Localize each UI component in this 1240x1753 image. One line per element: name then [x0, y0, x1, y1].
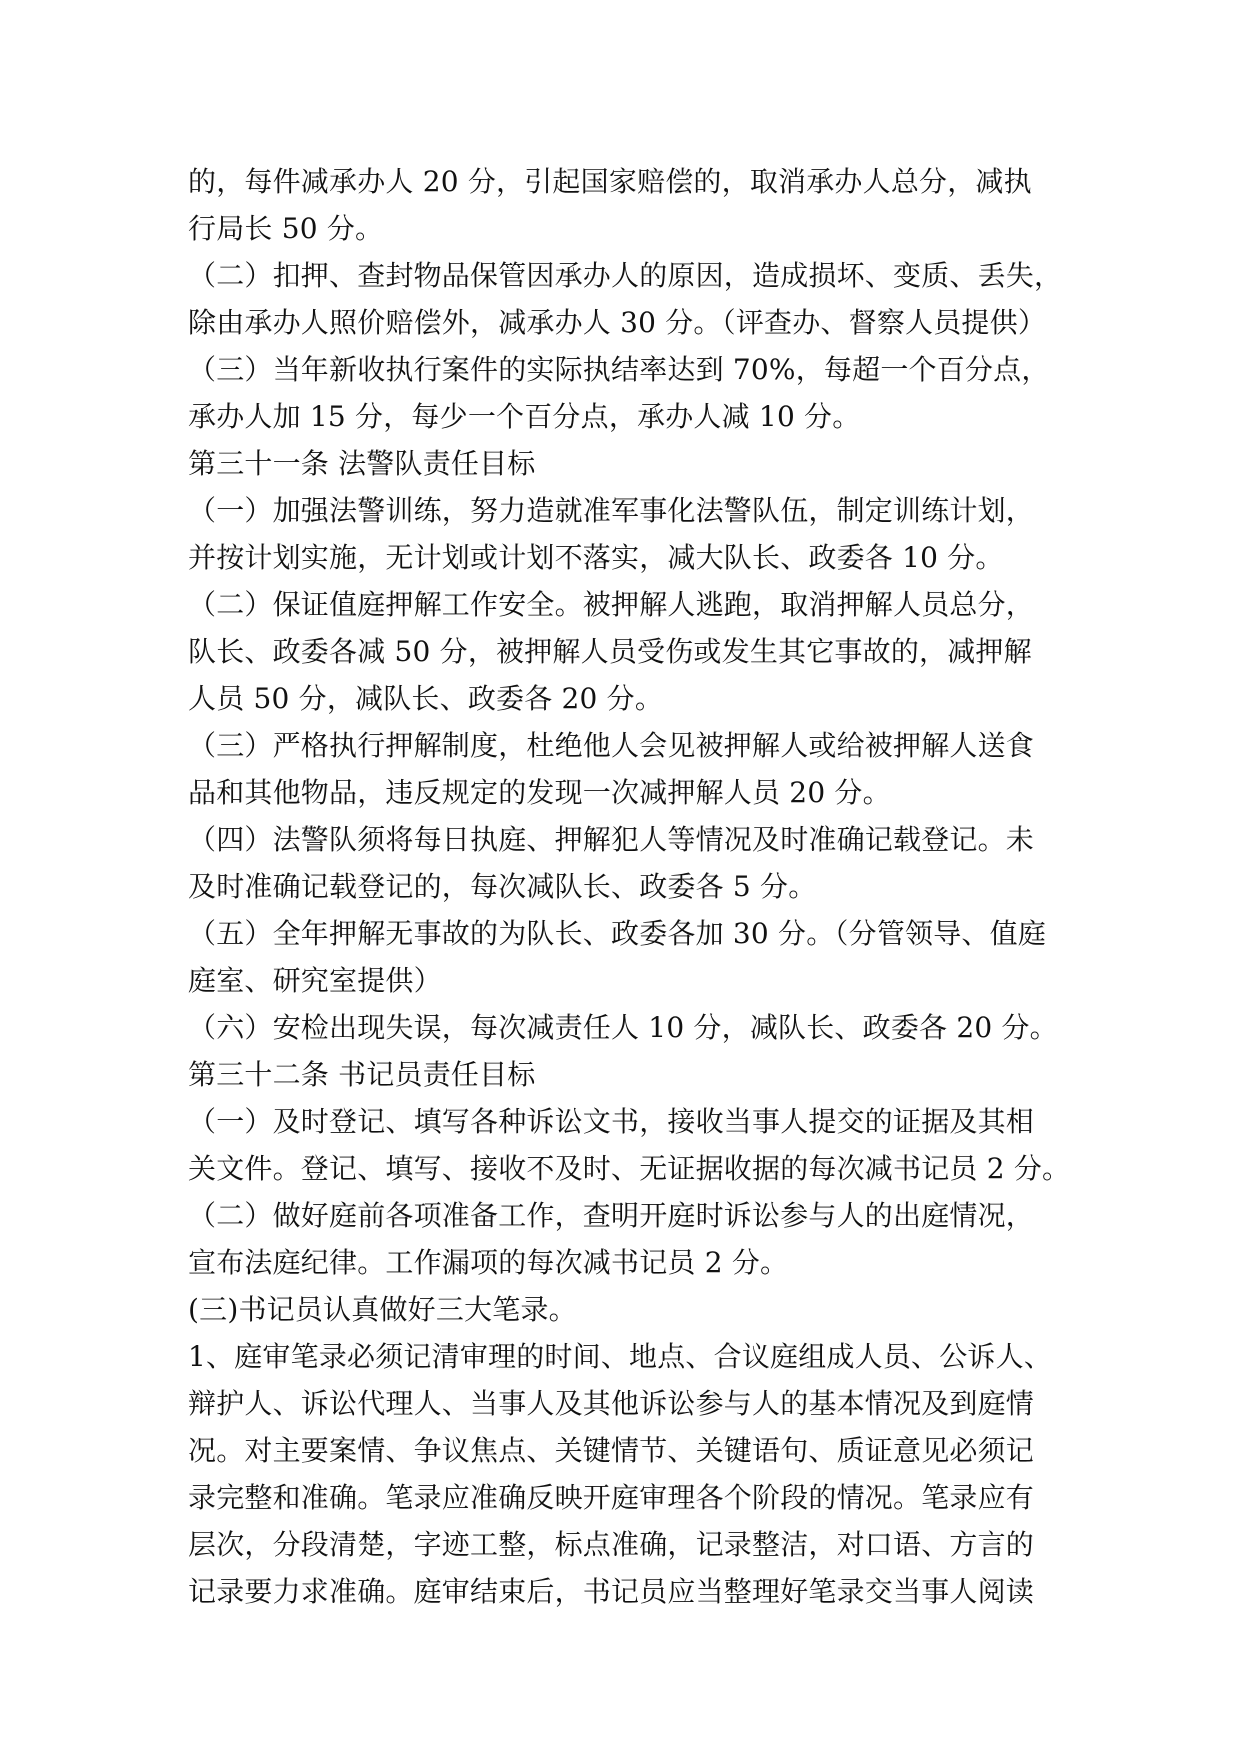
text-line: （二）做好庭前各项准备工作，查明开庭时诉讼参与人的出庭情况，: [188, 1199, 1035, 1232]
text-line: 记录要力求准确。庭审结束后，书记员应当整理好笔录交当事人阅读: [188, 1575, 1035, 1608]
text-line: 庭室、研究室提供）: [188, 964, 442, 997]
text-line: （一）加强法警训练，努力造就准军事化法警队伍，制定训练计划，: [188, 494, 1035, 527]
text-line: （五）全年押解无事故的为队长、政委各加 30 分。（分管领导、值庭: [188, 917, 1047, 950]
text-line: （一）及时登记、填写各种诉讼文书，接收当事人提交的证据及其相: [188, 1105, 1035, 1138]
text-line: 的，每件减承办人 20 分，引起国家赔偿的，取消承办人总分，减执: [188, 165, 1032, 198]
text-line: 1、庭审笔录必须记清审理的时间、地点、合议庭组成人员、公诉人、: [188, 1340, 1053, 1373]
text-line: 宣布法庭纪律。工作漏项的每次减书记员 2 分。: [188, 1246, 789, 1279]
text-line: （三）严格执行押解制度，杜绝他人会见被押解人或给被押解人送食: [188, 729, 1035, 762]
text-line: （二）保证值庭押解工作安全。被押解人逃跑，取消押解人员总分，: [188, 588, 1035, 621]
text-line: 除由承办人照价赔偿外，减承办人 30 分。（评查办、督察人员提供）: [188, 306, 1047, 339]
text-line: 并按计划实施，无计划或计划不落实，减大队长、政委各 10 分。: [188, 541, 1004, 574]
text-line: 关文件。登记、填写、接收不及时、无证据收据的每次减书记员 2 分。: [188, 1152, 1071, 1185]
text-line: 况。对主要案情、争议焦点、关键情节、关键语句、质证意见必须记: [188, 1434, 1035, 1467]
text-line: 层次，分段清楚，字迹工整，标点准确，记录整洁，对口语、方言的: [188, 1528, 1035, 1561]
text-line: （三）当年新收执行案件的实际执结率达到 70%，每超一个百分点，: [188, 353, 1050, 386]
section-heading: 第三十二条 书记员责任目标: [188, 1058, 536, 1091]
text-line: （二）扣押、查封物品保管因承办人的原因，造成损坏、变质、丢失，: [188, 259, 1063, 292]
text-line: 人员 50 分，减队长、政委各 20 分。: [188, 682, 664, 715]
text-line: 录完整和准确。笔录应准确反映开庭审理各个阶段的情况。笔录应有: [188, 1481, 1035, 1514]
text-line: 队长、政委各减 50 分，被押解人员受伤或发生其它事故的，减押解: [188, 635, 1032, 668]
text-line: 及时准确记载登记的，每次减队长、政委各 5 分。: [188, 870, 817, 903]
text-line: (三)书记员认真做好三大笔录。: [188, 1293, 577, 1326]
section-heading: 第三十一条 法警队责任目标: [188, 447, 536, 480]
text-line: （六）安检出现失误，每次减责任人 10 分，减队长、政委各 20 分。: [188, 1011, 1058, 1044]
document-body: [188, 158, 1071, 1615]
text-line: 品和其他物品，违反规定的发现一次减押解人员 20 分。: [188, 776, 891, 809]
text-line: 行局长 50 分。: [188, 212, 384, 245]
text-line: 辩护人、诉讼代理人、当事人及其他诉讼参与人的基本情况及到庭情: [188, 1387, 1035, 1420]
text-line: 承办人加 15 分，每少一个百分点，承办人减 10 分。: [188, 400, 861, 433]
text-line: （四）法警队须将每日执庭、押解犯人等情况及时准确记载登记。未: [188, 823, 1035, 856]
